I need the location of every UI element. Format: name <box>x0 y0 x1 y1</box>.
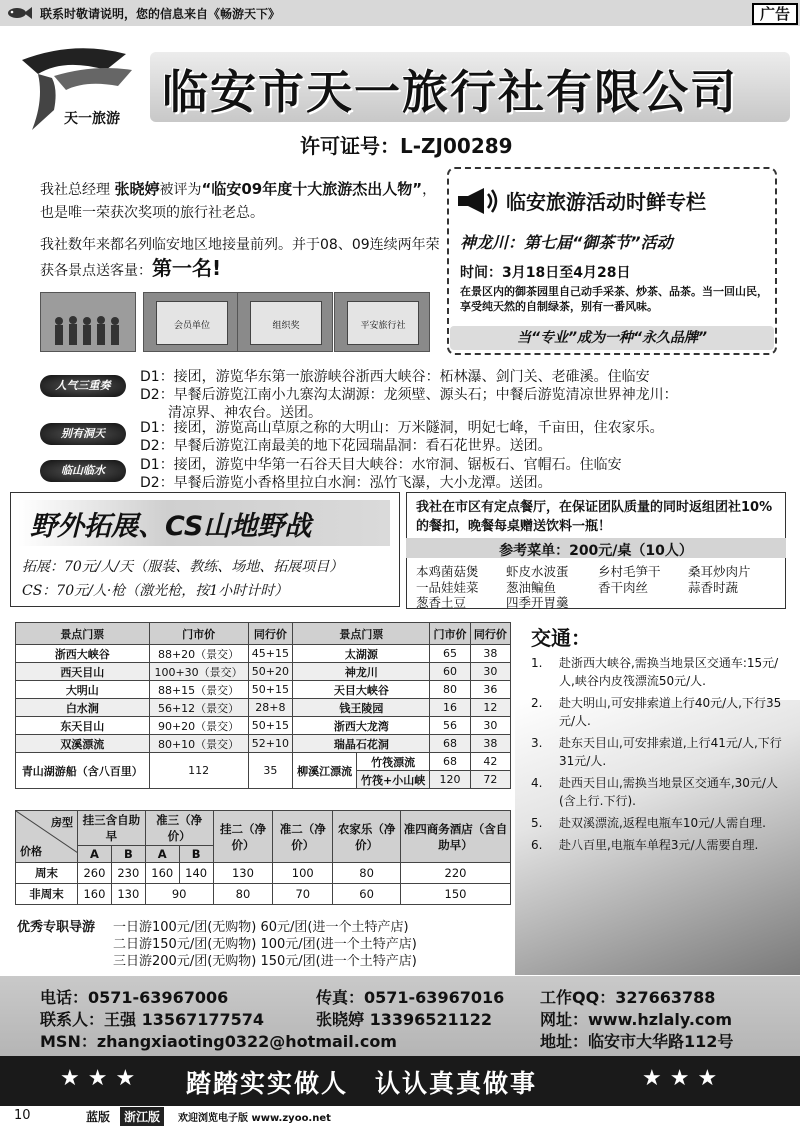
column-header: 景点门票 <box>293 623 430 645</box>
certificate-caption: 组织奖 <box>250 301 322 345</box>
intro-paragraph-1 <box>40 178 440 225</box>
star-icon: ★★★ <box>60 1066 144 1091</box>
activity-title: 临安旅游活动时鲜专栏 <box>506 190 706 214</box>
dish-item: 葱油鳊鱼 <box>506 580 557 595</box>
price-cell: 38 <box>470 735 510 753</box>
dish-item: 一品娃娃菜 <box>416 580 479 595</box>
guide-price-line: 二日游150元/团(无购物) 100元/团(进一个土特产店) <box>113 937 417 952</box>
price-cell: 60 <box>430 663 470 681</box>
price-cell: 38 <box>470 645 510 663</box>
table-row <box>16 681 511 699</box>
megaphone-icon <box>454 186 500 216</box>
subcolumn-header: A <box>78 846 112 863</box>
dish-item: 本鸡菌菇煲 <box>416 564 479 579</box>
column-header: 景点门票 <box>16 623 150 645</box>
certificate-photo <box>334 292 430 352</box>
itinerary-badge: 人气三重奏 <box>40 375 126 397</box>
price-cell: 160 <box>78 884 112 905</box>
source-note: 联系时敬请说明，您的信息来自《畅游天下》 <box>40 7 281 21</box>
column-header: 挂二（净价） <box>213 811 273 863</box>
outdoor-price-line: 拓展：70元/人/天（服装、教练、场地、拓展项目） <box>22 559 344 575</box>
transport-item-text: 赴西天目山,需换当地景区交通车,30元/人(含上行.下行). <box>559 776 778 808</box>
group-photo <box>40 292 136 352</box>
table-row <box>16 735 511 753</box>
msn-address: MSN：zhangxiaoting0322@hotmail.com <box>40 1032 397 1051</box>
subcolumn-header: A <box>145 846 179 863</box>
attraction-name: 柳溪江漂流 <box>293 753 357 789</box>
price-cell: 56 <box>430 717 470 735</box>
price-cell: 30 <box>470 717 510 735</box>
itinerary-line: 清凉界、神农台。送团。 <box>140 405 322 421</box>
price-cell: 30 <box>470 663 510 681</box>
province-label: 浙江版 <box>120 1107 164 1126</box>
price-cell: 130 <box>111 884 145 905</box>
price-cell: 150 <box>401 884 511 905</box>
column-header: 门市价 <box>430 623 470 645</box>
price-cell: 12 <box>470 699 510 717</box>
attraction-name: 浙西大龙湾 <box>293 717 430 735</box>
rank-highlight: 第一名! <box>152 256 222 280</box>
price-cell: 72 <box>470 771 510 789</box>
price-cell: 68 <box>430 735 470 753</box>
edition-label: 蓝版 <box>86 1110 111 1124</box>
table-row <box>16 863 511 884</box>
column-header: 准三（净价） <box>145 811 213 846</box>
footer-website: 欢迎浏览电子版 www.zyoo.net <box>178 1113 331 1124</box>
table-row <box>16 663 511 681</box>
price-cell: 120 <box>430 771 470 789</box>
price-cell: 90+20（景交） <box>149 717 248 735</box>
activity-slogan: 当“专业”成为一种“永久品牌” <box>450 326 774 350</box>
price-cell: 80 <box>430 681 470 699</box>
manager-name: 张晓婷 <box>114 180 160 198</box>
attraction-name: 天目大峡谷 <box>293 681 430 699</box>
itinerary-line: D2：早餐后游览江南最美的地下花园瑞晶洞：看石花世界。送团。 <box>140 438 552 454</box>
itinerary-line: D1：接团，游览中华第一石谷天目大峡谷：水帘洞、锯板石、官帽石。住临安 <box>140 457 622 473</box>
list-item: 6. 赴八百里,电瓶车单程3元/人需要自理. <box>531 838 759 852</box>
dish-item: 桑耳炒肉片 <box>688 564 751 579</box>
menu-title: 参考菜单：200元/桌（10人） <box>499 543 693 559</box>
award-name: “临安09年度十大旅游杰出人物” <box>201 180 423 198</box>
transport-item-text: 赴大明山,可安排索道上行40元/人,下行35元/人. <box>559 696 782 728</box>
intro-text: 我社数年来都名列临安地区地接量前列。并于08、09连续两年荣获各景点送客量： <box>40 237 440 279</box>
price-cell: 50+15 <box>248 717 293 735</box>
column-header: 门市价 <box>149 623 248 645</box>
price-cell: 50+15 <box>248 681 293 699</box>
price-cell: 36 <box>470 681 510 699</box>
price-cell: 45+15 <box>248 645 293 663</box>
table-row <box>16 717 511 735</box>
certificate-caption: 平安旅行社 <box>347 301 419 345</box>
activity-description: 在景区内的御茶园里自己动手采茶、炒茶、品茶。当一回山民，享受纯天然的自制绿茶，别有一番风味。 <box>460 285 768 313</box>
price-cell: 80 <box>213 884 273 905</box>
transport-item-text: 赴东天目山,可安排索道,上行41元/人,下行31元/人. <box>559 736 782 768</box>
price-cell: 28+8 <box>248 699 293 717</box>
attraction-name: 东天目山 <box>16 717 150 735</box>
price-cell: 50+20 <box>248 663 293 681</box>
intro-text: 被评为 <box>159 182 202 198</box>
attraction-name: 太湖源 <box>293 645 430 663</box>
table-row <box>16 699 511 717</box>
transport-item-text: 赴浙西大峡谷,需换当地景区交通车:15元/人,峡谷内皮筏漂流50元/人. <box>559 656 779 688</box>
outdoor-title: 野外拓展、CS山地野战 <box>30 511 312 542</box>
price-cell: 80 <box>333 863 401 884</box>
star-icon: ★★★ <box>642 1066 726 1091</box>
subcolumn-header: B <box>179 846 213 863</box>
dish-item: 葱香土豆 <box>416 595 467 610</box>
price-cell: 90 <box>145 884 213 905</box>
table-header-row <box>16 811 511 846</box>
certificate-photo <box>237 292 333 352</box>
subcolumn-header: B <box>111 846 145 863</box>
attraction-name: 青山湖游船（含八百里） <box>16 753 150 789</box>
itinerary-line: D2：早餐后游览江南小九寨沟太湖源：龙须壁、源头石；中餐后游览清凉世界神龙川： <box>140 387 678 403</box>
price-cell: 220 <box>401 863 511 884</box>
price-cell: 130 <box>213 863 273 884</box>
column-header: 农家乐（净价） <box>333 811 401 863</box>
website: 网址：www.hzlaly.com <box>540 1010 733 1029</box>
column-header: 挂三含自助早 <box>78 811 146 846</box>
attraction-name: 大明山 <box>16 681 150 699</box>
restaurant-text: 我社在市区有定点餐厅，在保证团队质量的同时返组团社10%的餐扣，晚餐每桌赠送饮料一瓶！ <box>416 500 773 534</box>
attraction-name: 双溪漂流 <box>16 735 150 753</box>
attraction-name: 钱王陵园 <box>293 699 430 717</box>
row-label: 周末 <box>16 863 78 884</box>
attraction-name: 西天目山 <box>16 663 150 681</box>
phone-number: 电话：0571-63967006 <box>40 988 229 1007</box>
dish-item: 虾皮水波蛋 <box>506 564 569 579</box>
price-cell: 56+12（景交） <box>149 699 248 717</box>
price-cell: 60 <box>333 884 401 905</box>
attraction-name: 竹筏漂流 <box>356 753 429 771</box>
dish-item: 香干肉丝 <box>598 580 649 595</box>
ad-tag: 广告 <box>752 3 798 25</box>
table-row <box>16 645 511 663</box>
price-cell: 35 <box>248 753 293 789</box>
dish-item: 乡村毛笋干 <box>598 564 661 579</box>
column-header: 同行价 <box>248 623 293 645</box>
logo-text: 天一旅游 <box>64 111 120 127</box>
hotel-price-table <box>15 810 511 905</box>
attraction-name: 浙西大峡谷 <box>16 645 150 663</box>
intro-text: 我社总经理 <box>40 182 115 198</box>
list-item: 2. 赴大明山,可安排索道上行40元/人,下行35元/人. <box>531 696 782 728</box>
price-cell: 68 <box>430 753 470 771</box>
intro-paragraph-2 <box>40 234 440 283</box>
work-qq: 工作QQ：327663788 <box>540 988 716 1007</box>
company-name: 临安市天一旅行社有限公司 <box>162 65 738 119</box>
itinerary-badge: 临山临水 <box>40 460 126 482</box>
price-cell: 88+20（景交） <box>149 645 248 663</box>
activity-time: 时间：3月18日至4月28日 <box>460 265 631 281</box>
list-item: 1. 赴浙西大峡谷,需换当地景区交通车:15元/人,峡谷内皮筏漂流50元/人. <box>531 656 779 688</box>
guide-price-line: 三日游200元/团(无购物) 150元/团(进一个土特产店) <box>113 954 417 969</box>
price-cell: 140 <box>179 863 213 884</box>
slogan-text: 踏踏实实做人 认认真真做事 <box>186 1069 538 1098</box>
transport-title: 交通： <box>531 626 591 650</box>
list-item: 4. 赴西天目山,需换当地景区交通车,30元/人(含上行.下行). <box>531 776 778 808</box>
people-photo-icon <box>41 293 136 352</box>
certificate-photo <box>143 292 239 352</box>
table-row <box>16 753 511 771</box>
price-cell: 80+10（景交） <box>149 735 248 753</box>
itinerary-line: D2：早餐后游览小香格里拉白水涧：泓竹飞瀑，大小龙潭。送团。 <box>140 475 552 491</box>
outdoor-price-line: CS：70元/人·枪（激光枪，按1小时计时） <box>22 583 289 599</box>
fax-number: 传真：0571-63967016 <box>316 988 505 1007</box>
price-cell: 16 <box>430 699 470 717</box>
itinerary-badge: 别有洞天 <box>40 423 126 445</box>
list-item: 5. 赴双溪漂流,返程电瓶车10元/人需自理. <box>531 816 766 830</box>
license-number: 许可证号：L-ZJ00289 <box>300 134 513 158</box>
intro-text: ，也是唯一荣获次奖项的旅行社老总。 <box>40 182 437 221</box>
corner-bottom-label: 价格 <box>20 845 42 858</box>
row-label: 非周末 <box>16 884 78 905</box>
contact-person: 张晓婷 13396521122 <box>316 1010 493 1029</box>
price-cell: 42 <box>470 753 510 771</box>
price-cell: 112 <box>149 753 248 789</box>
attraction-name: 神龙川 <box>293 663 430 681</box>
top-bar <box>0 0 800 26</box>
itinerary-line: D1：接团，游览华东第一旅游峡谷浙西大峡谷：柘林瀑、剑门关、老碓溪。住临安 <box>140 369 650 385</box>
certificate-caption: 会员单位 <box>156 301 228 345</box>
table-row <box>16 884 511 905</box>
transport-item-text: 赴八百里,电瓶车单程3元/人需要自理. <box>559 838 759 852</box>
table-header-row <box>16 623 511 645</box>
price-cell: 88+15（景交） <box>149 681 248 699</box>
dish-item: 蒜香时蔬 <box>688 580 739 595</box>
price-cell: 100+30（景交） <box>149 663 248 681</box>
column-header: 准四商务酒店（含自助早） <box>401 811 511 863</box>
attraction-name: 瑞晶石花洞 <box>293 735 430 753</box>
price-cell: 65 <box>430 645 470 663</box>
column-header: 准二（净价） <box>273 811 333 863</box>
transport-list <box>531 654 791 858</box>
activity-subtitle: 神龙川：第七届“御茶节”活动 <box>460 233 673 252</box>
office-address: 地址：临安市大华路112号 <box>540 1032 734 1051</box>
column-header: 同行价 <box>470 623 510 645</box>
price-cell: 52+10 <box>248 735 293 753</box>
page-number: 10 <box>14 1108 31 1123</box>
guide-label: 优秀专职导游 <box>17 920 96 935</box>
price-cell: 230 <box>111 863 145 884</box>
guide-price-line: 一日游100元/团(无购物) 60元/团(进一个土特产店) <box>113 920 409 935</box>
attraction-name: 白水涧 <box>16 699 150 717</box>
ticket-price-table <box>15 622 511 789</box>
dish-item: 四季开胃羹 <box>506 595 569 610</box>
corner-cell <box>16 811 78 863</box>
price-cell: 260 <box>78 863 112 884</box>
itinerary-line: D1：接团，游览高山草原之称的大明山：万米隧洞，明妃七峰，千亩田，住农家乐。 <box>140 420 664 436</box>
corner-top-label: 房型 <box>51 816 73 829</box>
price-cell: 100 <box>273 863 333 884</box>
list-item: 3. 赴东天目山,可安排索道,上行41元/人,下行31元/人. <box>531 736 782 768</box>
fish-logo-icon <box>6 6 32 20</box>
contact-person: 联系人：王强 13567177574 <box>40 1010 265 1029</box>
attraction-name: 竹筏+小山峡 <box>356 771 429 789</box>
price-cell: 160 <box>145 863 179 884</box>
price-cell: 70 <box>273 884 333 905</box>
transport-item-text: 赴双溪漂流,返程电瓶车10元/人需自理. <box>559 816 766 830</box>
